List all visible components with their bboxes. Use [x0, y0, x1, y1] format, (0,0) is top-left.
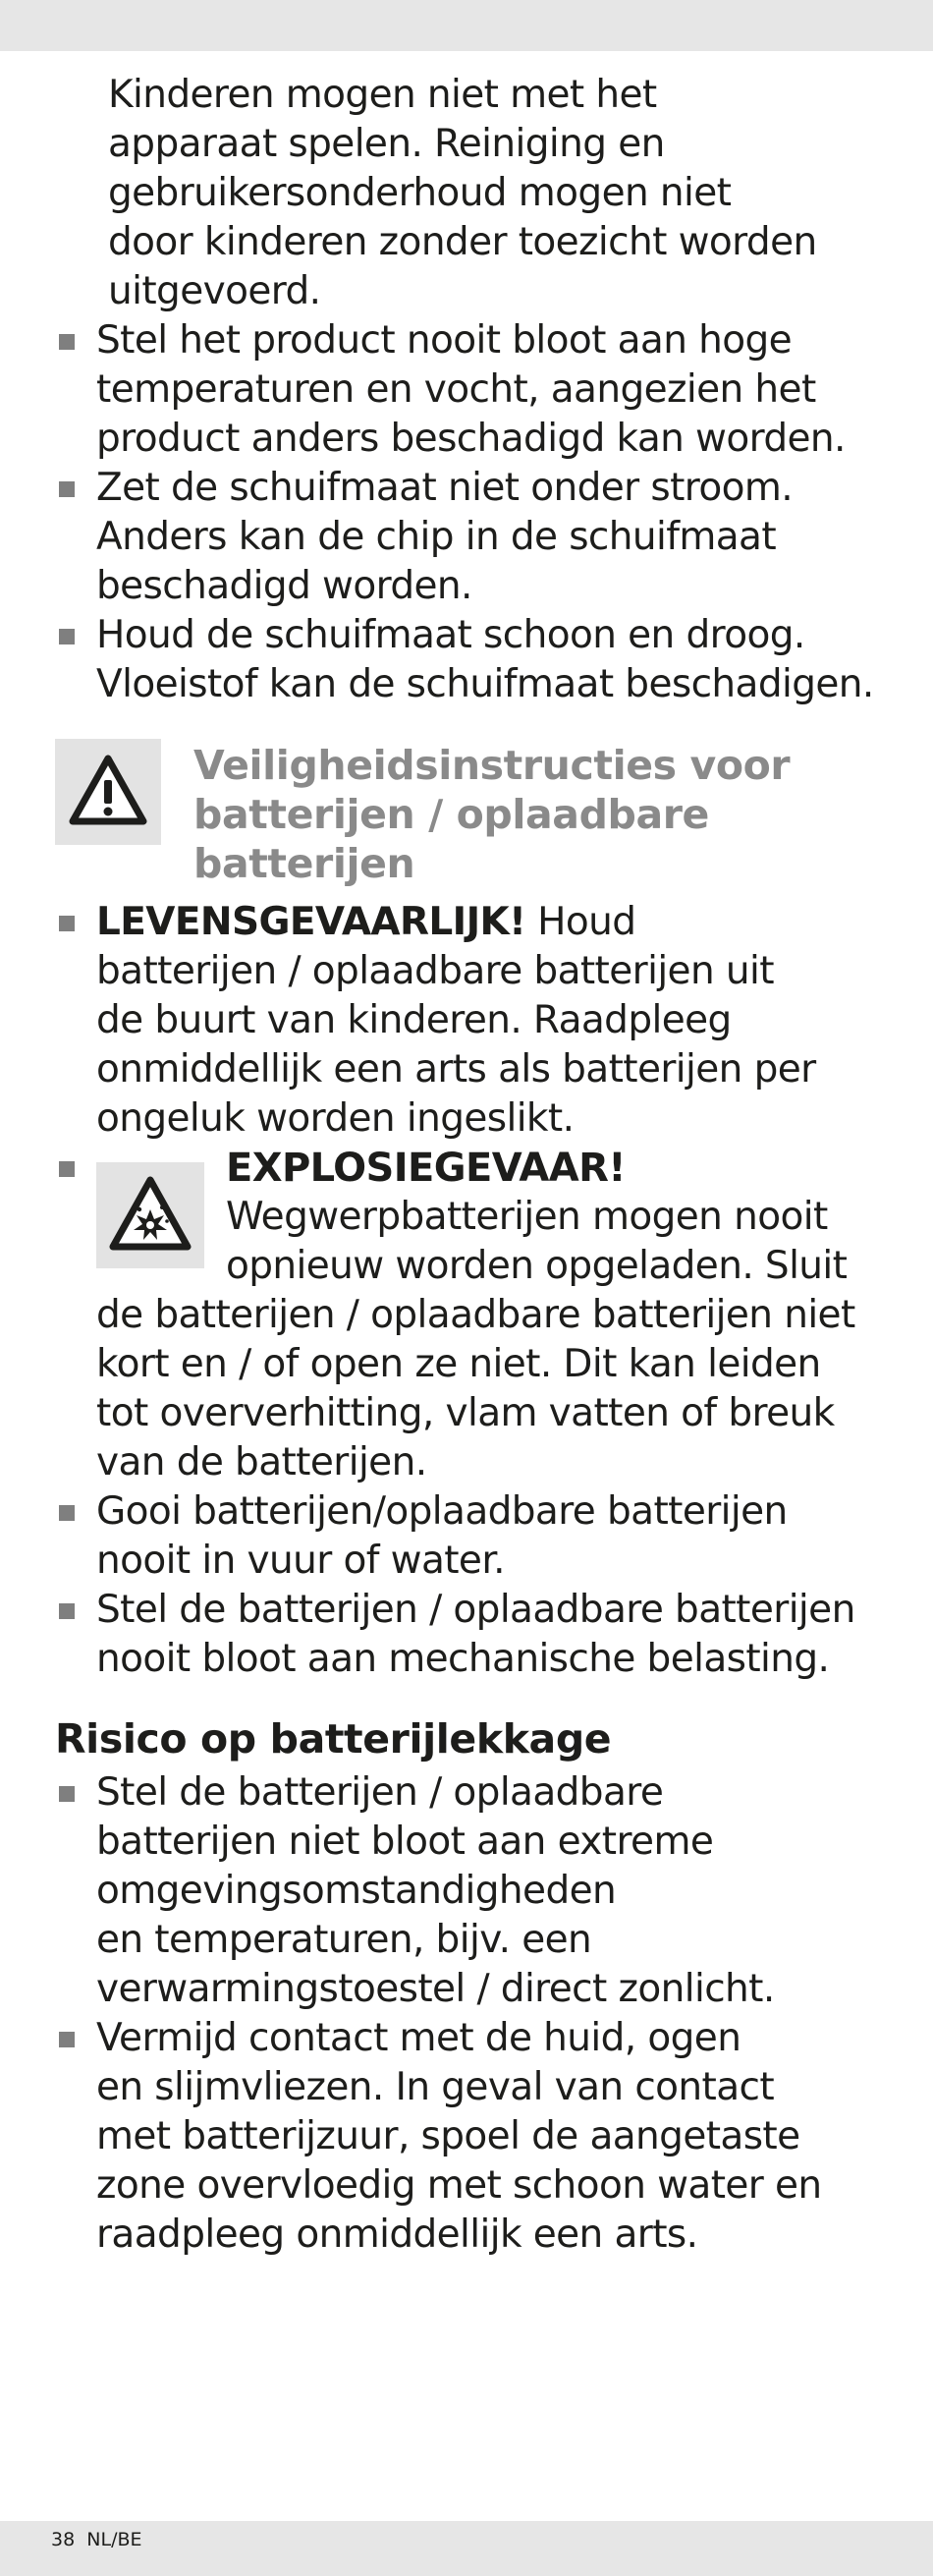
bullet-square-icon — [59, 334, 75, 350]
text-line: van de batterijen. — [96, 1440, 427, 1484]
text-line — [96, 898, 635, 947]
text-line: Anders kan de chip in de schuifmaat — [96, 515, 777, 559]
text-line: apparaat spelen. Reiniging en — [108, 122, 665, 166]
text-line: de batterijen / oplaadbare batterijen niet — [96, 1293, 855, 1337]
text-line: en temperaturen, bijv. een — [96, 1918, 592, 1962]
heading-line: batterijen / oplaadbare — [193, 791, 709, 838]
heading-line: batterijen — [193, 840, 415, 887]
text-line: uitgevoerd. — [108, 269, 321, 313]
text-line: met batterijzuur, spoel de aangetaste — [96, 2114, 800, 2158]
text-line: kort en / of open ze niet. Dit kan leiden — [96, 1342, 821, 1386]
text-line: de buurt van kinderen. Raadpleeg — [96, 998, 732, 1042]
section-heading-leakage: Risico op batterijlekkage — [55, 1715, 612, 1763]
text-line: Stel het product nooit bloot aan hoge — [96, 318, 793, 363]
bullet-square-icon — [59, 629, 75, 644]
page-footer — [51, 2527, 142, 2552]
text-line: gebruikersonderhoud mogen niet — [108, 171, 732, 215]
text-line: opnieuw worden opgeladen. Sluit — [226, 1244, 848, 1288]
bullet-square-icon — [59, 1161, 75, 1177]
text-line: zone overvloedig met schoon water en — [96, 2163, 822, 2208]
top-margin-bar — [0, 0, 933, 51]
text-line: nooit bloot aan mechanische belasting. — [96, 1637, 830, 1681]
text-line: onmiddellijk een arts als batterijen per — [96, 1047, 816, 1092]
text-line: Gooi batterijen/oplaadbare batterijen — [96, 1489, 788, 1534]
text-line: Vermijd contact met de huid, ogen — [96, 2016, 741, 2060]
warning-triangle-icon — [55, 739, 161, 845]
text-span: Houd — [525, 900, 636, 944]
bullet-square-icon — [59, 1603, 75, 1619]
explosion-warning-icon — [96, 1162, 204, 1268]
text-line: Stel de batterijen / oplaadbare — [96, 1770, 664, 1815]
text-line: beschadigd worden. — [96, 564, 472, 608]
text-line: Stel de batterijen / oplaadbare batterijen — [96, 1588, 855, 1632]
text-line: Wegwerpbatterijen mogen nooit — [226, 1195, 828, 1239]
text-line: ongeluk worden ingeslikt. — [96, 1096, 575, 1141]
heading-line: Veiligheidsinstructies voor — [193, 742, 791, 789]
bullet-square-icon — [59, 2032, 75, 2047]
life-danger-label: LEVENSGEVAARLIJK! — [96, 900, 526, 944]
text-line: raadpleeg onmiddellijk een arts. — [96, 2212, 698, 2257]
bullet-square-icon — [59, 481, 75, 497]
bullet-square-icon — [59, 1786, 75, 1802]
text-line: Kinderen mogen niet met het — [108, 73, 657, 117]
text-line: product anders beschadigd kan worden. — [96, 417, 846, 461]
text-line: tot oververhitting, vlam vatten of breuk — [96, 1391, 835, 1435]
text-line: nooit in vuur of water. — [96, 1539, 505, 1583]
text-line: verwarmingstoestel / direct zonlicht. — [96, 1967, 775, 2011]
text-line: batterijen niet bloot aan extreme — [96, 1820, 714, 1864]
text-line: Houd de schuifmaat schoon en droog. — [96, 613, 805, 657]
explosion-label: EXPLOSIEGEVAAR! — [226, 1146, 626, 1191]
language-code: NL/BE — [86, 2529, 142, 2550]
text-line: temperaturen en vocht, aangezien het — [96, 367, 816, 412]
page-number: 38 — [51, 2529, 76, 2550]
text-line: door kinderen zonder toezicht worden — [108, 220, 817, 264]
text-line: omgevingsomstandigheden — [96, 1869, 617, 1913]
text-line: en slijmvliezen. In geval van contact — [96, 2065, 775, 2109]
text-line: Vloeistof kan de schuifmaat beschadigen. — [96, 662, 874, 706]
bullet-square-icon — [59, 916, 75, 931]
text-line: Zet de schuifmaat niet onder stroom. — [96, 466, 794, 510]
text-line: batterijen / oplaadbare batterijen uit — [96, 949, 774, 993]
bullet-square-icon — [59, 1505, 75, 1521]
